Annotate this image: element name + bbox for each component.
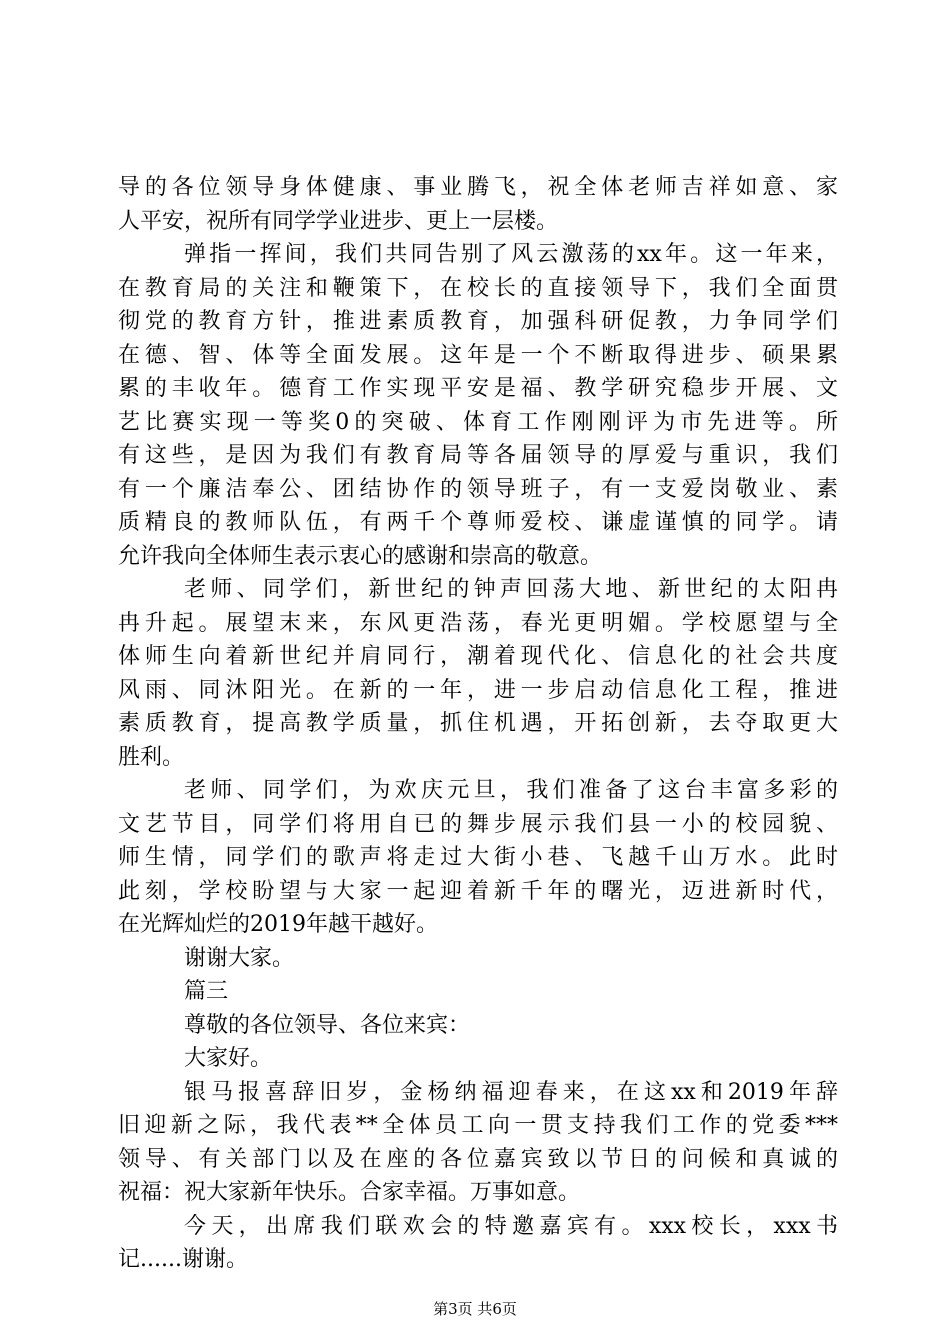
text-line: 导的各位领导身体健康、事业腾飞，祝全体老师吉祥如意、家 — [118, 175, 838, 200]
text-line: 大家好。 — [184, 1046, 273, 1071]
text-line: 胜利。 — [118, 744, 185, 770]
text-line: 老师、同学们，为欢庆元旦，我们准备了这台丰富多彩的 — [184, 778, 838, 803]
text-line: 记......谢谢。 — [118, 1247, 248, 1272]
text-line: 尊敬的各位领导、各位来宾： — [184, 1012, 471, 1038]
document-body — [118, 171, 838, 1277]
text-line: 累的丰收年。德育工作实现平安是福、教学研究稳步开展、文 — [118, 376, 838, 401]
text-line: 素质教育，提高教学质量，抓住机遇，开拓创新，去夺取更大 — [118, 711, 838, 736]
text-line: 师生情，同学们的歌声将走过大街小巷、飞越千山万水。此时 — [118, 845, 838, 870]
text-line: 文艺节目，同学们将用自已的舞步展示我们县一小的校园貌、 — [118, 811, 838, 837]
text-line: 老师、同学们，新世纪的钟声回荡大地、新世纪的太阳冉 — [184, 577, 838, 602]
text-line: 人平安，祝所有同学学业进步、更上一层楼。 — [118, 208, 559, 234]
text-line: 体师生向着新世纪并肩同行，潮着现代化、信息化的社会共度 — [118, 644, 838, 669]
text-line: 银马报喜辞旧岁，金杨纳福迎春来，在这xx和2019年辞 — [184, 1079, 838, 1105]
page-footer — [0, 1298, 950, 1319]
text-line: 在德、智、体等全面发展。这年是一个不断取得进步、硕果累 — [118, 342, 838, 368]
text-line: 冉升起。展望末来，东风更浩荡，春光更明媚。学校愿望与全 — [118, 610, 838, 636]
text-line: 领导、有关部门以及在座的各位嘉宾致以节日的问候和真诚的 — [118, 1146, 838, 1172]
text-line: 允许我向全体师生表示衷心的感谢和崇高的敬意。 — [118, 543, 603, 569]
text-line: 弹指一挥间，我们共同告别了风云激荡的xx年。这一年来， — [184, 242, 838, 267]
text-line: 彻党的教育方针，推进素质教育，加强科研促教，力争同学们 — [118, 309, 838, 334]
page-number: 第3页 共6页 — [433, 1300, 517, 1318]
text-line: 祝福：祝大家新年快乐。合家幸福。万事如意。 — [118, 1180, 581, 1205]
text-line: 艺比赛实现一等奖0的突破、体育工作刚刚评为市先进等。所 — [118, 409, 838, 435]
text-line: 篇三 — [184, 979, 229, 1004]
text-line: 今天，出席我们联欢会的特邀嘉宾有。xxx校长，xxx书 — [184, 1213, 838, 1239]
text-line: 有一个廉洁奉公、团结协作的领导班子，有一支爱岗敬业、素 — [118, 476, 838, 502]
text-line: 有这些，是因为我们有教育局等各届领导的厚爱与重识，我们 — [118, 443, 838, 468]
text-line: 在教育局的关注和鞭策下，在校长的直接领导下，我们全面贯 — [118, 275, 838, 301]
text-line: 谢谢大家。 — [184, 945, 295, 971]
text-line: 旧迎新之际，我代表**全体员工向一贯支持我们工作的党委*** — [118, 1113, 838, 1138]
text-line: 风雨、同沐阳光。在新的一年，进一步启动信息化工程，推进 — [118, 677, 838, 703]
text-line: 质精良的教师队伍，有两千个尊师爱校、谦虚谨慎的同学。请 — [118, 510, 838, 535]
text-line: 此刻，学校盼望与大家一起迎着新千年的曙光，迈进新时代， — [118, 878, 838, 904]
text-line: 在光辉灿烂的2019年越干越好。 — [118, 912, 438, 937]
